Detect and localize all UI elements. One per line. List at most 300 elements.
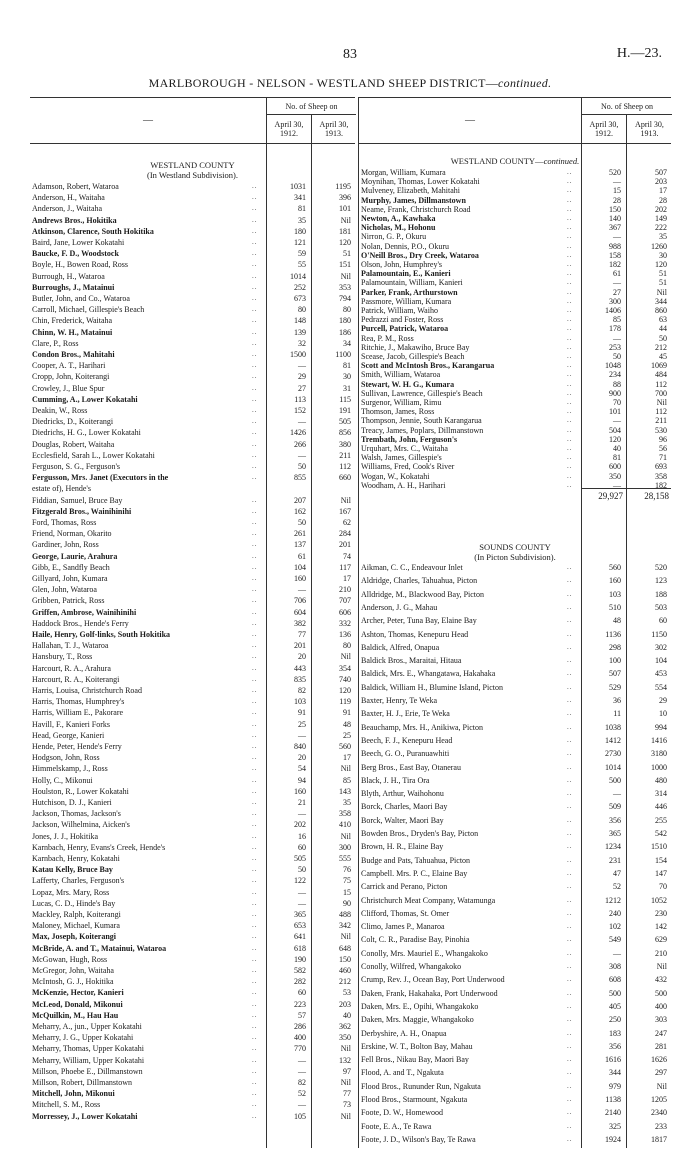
table-row — [30, 462, 355, 471]
leader-dots: .. — [252, 1066, 258, 1075]
leader-dots: .. — [567, 616, 573, 625]
sheep-1913: 1817 — [651, 1134, 667, 1144]
sheep-1912: 59 — [298, 249, 306, 259]
row-name: Cropp, John, Koiterangi — [32, 372, 110, 382]
leader-dots: .. — [252, 775, 258, 784]
row-name: Karnbach, Henry, Kokatahi — [32, 854, 120, 863]
row-name: Scott and McIntosh Bros., Karangarua — [361, 361, 495, 371]
sheep-1912: 1426 — [290, 428, 306, 438]
row-name: Mitchell, S. M., Ross — [32, 1100, 101, 1110]
sheep-1913: 77 — [343, 1089, 351, 1099]
leader-dots: .. — [567, 370, 573, 379]
table-row — [30, 1100, 355, 1109]
sheep-1913: 35 — [343, 798, 351, 807]
sheep-1913: 1100 — [335, 350, 351, 359]
row-name: Douglas, Robert, Waitaha — [32, 439, 115, 449]
sheep-1913: 1510 — [651, 842, 667, 852]
sheep-1912: 183 — [609, 1028, 621, 1038]
table-row — [359, 334, 671, 343]
sheep-1912: 1014 — [605, 762, 621, 772]
row-name: McGregor, John, Waitaha — [32, 966, 114, 975]
table-row — [30, 809, 355, 818]
sheep-1912: 1138 — [605, 1095, 621, 1104]
sheep-1913: 51 — [659, 269, 667, 279]
leader-dots: .. — [252, 1033, 258, 1042]
row-name: Sullivan, Lawrence, Gillespie's Beach — [361, 388, 483, 398]
table-row — [30, 496, 355, 505]
sheep-1912: 325 — [609, 1121, 621, 1131]
row-name: Morgan, William, Kumara — [361, 168, 446, 177]
sheep-1913: 233 — [655, 1121, 667, 1131]
row-name: Williams, Fred, Cook's River — [361, 462, 455, 472]
row-name: Bowden Bros., Dryden's Bay, Picton — [361, 829, 479, 838]
row-name: Harcourt, R. A., Arahura — [32, 663, 111, 673]
leader-dots: .. — [567, 324, 573, 333]
row-name: Campbell. Mrs. P. C., Elaine Bay — [361, 868, 468, 878]
row-name: Stewart, W. H. G., Kumara — [361, 379, 455, 389]
sheep-1912: 350 — [609, 471, 621, 481]
leader-dots: .. — [252, 439, 258, 448]
page-title: MARLBOROUGH - NELSON - WESTLAND SHEEP DISTRICT—continued. — [148, 76, 552, 90]
sheep-1913: 255 — [655, 815, 667, 825]
sheep-1912: 2730 — [605, 749, 621, 759]
table-row — [359, 563, 671, 572]
leader-dots: .. — [252, 674, 258, 683]
sheep-1912: 60 — [298, 988, 306, 998]
leader-dots: .. — [567, 241, 573, 250]
table-row — [359, 398, 671, 407]
sheep-1913: Nil — [656, 287, 667, 297]
row-name: Baldick, Mrs. E., Whangatawa, Hakahaka — [361, 669, 496, 679]
sheep-1912: 50 — [298, 518, 306, 527]
row-name: Gribben, Patrick, Ross — [32, 596, 105, 606]
sheep-1913: 606 — [339, 607, 351, 617]
sheep-1912: 94 — [298, 775, 306, 785]
table-row — [30, 753, 355, 762]
sheep-1912: 1500 — [290, 350, 306, 359]
sheep-1913: 303 — [655, 1015, 667, 1025]
leader-dots: .. — [252, 730, 258, 739]
sheep-1912: 600 — [609, 462, 621, 472]
sheep-1913: 629 — [655, 935, 667, 945]
table-row — [30, 899, 355, 908]
row-name: Lafferty, Charles, Ferguson's — [32, 876, 125, 886]
row-name: Condon Bros., Mahitahi — [32, 350, 115, 359]
row-name: Palamountain, E., Kanieri — [361, 269, 451, 279]
row-name: Mackley, Ralph, Koiterangi — [32, 910, 121, 919]
sheep-1913: 30 — [343, 372, 351, 382]
leader-dots: .. — [252, 518, 258, 526]
leader-dots: .. — [252, 943, 258, 952]
row-name: Chin, Frederick, Waitaha — [32, 316, 113, 326]
row-name: Blyth, Arthur, Waihohonu — [361, 789, 444, 799]
row-name: Lopaz, Mrs. Mary, Ross — [32, 887, 110, 897]
leader-dots: .. — [252, 495, 258, 504]
sheep-1912: 560 — [609, 563, 621, 572]
row-name: Adamson, Robert, Wataroa — [32, 182, 119, 191]
row-name: Holly, C., Mikonui — [32, 775, 93, 785]
leader-dots: .. — [252, 988, 258, 997]
sheep-1912: — — [613, 948, 621, 958]
table-row — [359, 683, 671, 692]
row-name: Havill, F., Kanieri Forks — [32, 719, 111, 729]
row-name: Meharry, J. G., Upper Kokatahi — [32, 1033, 134, 1043]
sheep-1912: 653 — [294, 921, 306, 931]
sheep-1913: 96 — [659, 434, 667, 444]
table-row — [359, 869, 671, 878]
table-row — [359, 196, 671, 205]
leader-dots: .. — [567, 342, 573, 351]
sheep-1913: 480 — [655, 775, 667, 785]
table-row — [359, 389, 671, 398]
leader-dots: .. — [252, 887, 258, 896]
sheep-1912: — — [613, 416, 621, 426]
sheep-1913: 344 — [655, 296, 667, 306]
sheep-1913: Nil — [340, 215, 351, 225]
table-row — [359, 214, 671, 223]
sheep-1913: 70 — [659, 882, 667, 892]
sheep-1912: 1616 — [605, 1055, 621, 1065]
table-row — [30, 1112, 355, 1121]
table-row — [30, 384, 355, 393]
row-name: Aldridge, Charles, Tahuahua, Picton — [361, 576, 478, 586]
col-1913-header: April 30, 1913. — [626, 115, 672, 143]
sheep-1912: 32 — [298, 338, 306, 348]
sheep-1913: 212 — [339, 977, 351, 987]
table-row — [30, 227, 355, 236]
table-row — [30, 1056, 355, 1065]
leader-dots: .. — [567, 168, 573, 176]
sheep-1913: 740 — [339, 674, 351, 684]
leader-dots: .. — [567, 333, 573, 342]
sheep-1913: 56 — [659, 444, 667, 453]
table-row — [30, 977, 355, 986]
sheep-1912: 103 — [294, 697, 306, 707]
leader-dots: .. — [252, 372, 258, 381]
sheep-1913: 15 — [343, 887, 351, 897]
sheep-1913: 112 — [655, 379, 667, 389]
leader-dots: .. — [252, 742, 258, 750]
row-name: Ashton, Thomas, Kenepuru Head — [361, 629, 469, 639]
row-name: Cumming, A., Lower Kokatahi — [32, 394, 138, 404]
leader-dots: .. — [252, 417, 258, 426]
row-name: Meharry, A., jun., Upper Kokatahi — [32, 1022, 142, 1031]
table-row — [359, 297, 671, 306]
leader-dots: .. — [567, 842, 573, 851]
table-row — [30, 764, 355, 773]
sheep-1912: 105 — [294, 1111, 306, 1121]
leader-dots: .. — [567, 471, 573, 480]
leader-dots: .. — [567, 1134, 573, 1143]
sheep-1912: 27 — [613, 287, 621, 297]
table-row — [30, 1011, 355, 1020]
sheep-1913: 203 — [339, 999, 351, 1009]
sheep-1913: 794 — [339, 294, 351, 303]
sheep-1912: 234 — [609, 370, 621, 380]
row-name: Hodgson, John, Ross — [32, 753, 100, 763]
table-row — [359, 709, 671, 718]
leader-dots: .. — [567, 1055, 573, 1064]
sheep-1913: 188 — [655, 589, 667, 599]
left-table — [30, 97, 355, 1148]
row-name: Newton, A., Kawhaka — [361, 214, 436, 223]
table-row — [30, 675, 355, 684]
row-name: Meharry, Thomas, Upper Kokatahi — [32, 1044, 144, 1054]
table-row — [30, 787, 355, 796]
row-name: Foote, E. A., Te Rawa — [361, 1121, 432, 1131]
leader-dots: .. — [252, 1044, 258, 1053]
sheep-1912: 500 — [609, 988, 621, 998]
leader-dots: .. — [567, 269, 573, 278]
leader-dots: .. — [567, 868, 573, 877]
sheep-1912: 1031 — [290, 182, 306, 191]
table-row — [359, 242, 671, 251]
row-name: Daken, Mrs. E., Opihi, Whangakoko — [361, 1001, 479, 1011]
sheep-1913: 1052 — [651, 895, 667, 905]
leader-dots: .. — [252, 204, 258, 213]
leader-dots: .. — [567, 962, 573, 970]
table-row — [30, 776, 355, 785]
sheep-1912: 81 — [613, 453, 621, 463]
leader-dots: .. — [567, 656, 573, 665]
sheep-1912: 365 — [294, 910, 306, 919]
sheep-1912: 1406 — [605, 306, 621, 315]
row-name: Beech, F. J., Kenepuru Head — [361, 735, 453, 745]
leader-dots: .. — [567, 576, 573, 585]
sheep-1913: 117 — [339, 562, 351, 572]
table-row — [359, 669, 671, 678]
sheep-1913: Nil — [340, 495, 351, 505]
table-row — [30, 630, 355, 639]
leader-dots: .. — [252, 999, 258, 1008]
sheep-1913: 400 — [655, 1001, 667, 1011]
sheep-1912: — — [298, 887, 306, 897]
table-row — [30, 339, 355, 348]
leader-dots: .. — [252, 809, 258, 818]
sheep-1912: — — [298, 1055, 306, 1065]
leader-dots: .. — [252, 932, 258, 941]
sheep-1912: 178 — [609, 324, 621, 334]
sheep-1912: 1412 — [605, 735, 621, 745]
sheep-1912: — — [298, 1066, 306, 1076]
row-name: McIntosh, G. J., Hokitika — [32, 977, 114, 987]
row-name: Haile, Henry, Golf-links, South Hokitika — [32, 630, 171, 639]
row-name: Beech, G. O., Puranuawhiti — [361, 749, 450, 759]
leader-dots: .. — [567, 260, 573, 268]
table-row — [359, 1108, 671, 1117]
leader-dots: .. — [252, 977, 258, 986]
sheep-1912: 500 — [609, 775, 621, 785]
row-name: McBride, A. and T., Matainui, Wataroa — [32, 943, 167, 953]
leader-dots: .. — [567, 802, 573, 811]
table-row — [359, 922, 671, 931]
leader-dots: .. — [567, 935, 573, 944]
leader-dots: .. — [252, 596, 258, 605]
leader-dots: .. — [567, 682, 573, 691]
row-name: Pedrazzi and Foster, Ross — [361, 315, 444, 325]
sheep-1913: 73 — [343, 1100, 351, 1110]
row-name: Borck, Walter, Maori Bay — [361, 815, 444, 825]
table-row — [359, 1015, 671, 1024]
sheep-1912: — — [298, 417, 306, 427]
sheep-1913: 507 — [655, 168, 667, 177]
col-1912-header: April 30, 1912. — [581, 115, 626, 143]
sheep-1912: 608 — [609, 975, 621, 985]
table-row — [359, 370, 671, 379]
sheep-1913: 132 — [339, 1055, 351, 1065]
sheep-1912: 505 — [294, 854, 306, 863]
table-row — [359, 444, 671, 453]
sheep-1913: 201 — [339, 540, 351, 550]
sheep-1913: 17 — [659, 186, 667, 196]
leader-dots: .. — [567, 1041, 573, 1050]
sheep-1913: 45 — [659, 352, 667, 361]
sheep-1912: 52 — [298, 1089, 306, 1099]
sheep-1912: 223 — [294, 999, 306, 1009]
sheep-1913: 17 — [343, 753, 351, 763]
section-heading: WESTLAND COUNTY—continued. — [450, 156, 580, 166]
row-name: Burrough, H., Wataroa — [32, 271, 105, 281]
table-row — [359, 802, 671, 811]
sheep-1912: 356 — [609, 1041, 621, 1051]
sheep-1913: 453 — [655, 669, 667, 679]
sheep-1912: 40 — [613, 444, 621, 453]
leader-dots: .. — [567, 815, 573, 824]
row-name: Borck, Charles, Maori Bay — [361, 802, 448, 812]
row-name: George, Laurie, Arahura — [32, 551, 118, 561]
sheep-1913: 202 — [655, 204, 667, 214]
sheep-1913: 143 — [339, 786, 351, 796]
table-row — [30, 406, 355, 415]
sheep-1912: 50 — [298, 865, 306, 875]
row-name: Morressey, J., Lower Kokatahi — [32, 1111, 138, 1121]
leader-dots: .. — [252, 719, 258, 728]
sheep-1912: 29 — [298, 372, 306, 382]
leader-dots: .. — [567, 1068, 573, 1077]
row-name: Burroughs, J., Matainui — [32, 282, 115, 292]
sheep-1912: 253 — [609, 342, 621, 352]
sheep-1912: 55 — [298, 260, 306, 270]
table-row — [359, 251, 671, 260]
sheep-1913: 542 — [655, 829, 667, 838]
row-name: O'Neill Bros., Dry Creek, Wataroa — [361, 250, 479, 260]
row-name: Thomson, James, Ross — [361, 407, 435, 417]
leader-dots: .. — [252, 473, 258, 482]
sheep-1913: 91 — [343, 708, 351, 718]
row-name: Daken, Mrs. Maggie, Whangakoko — [361, 1015, 474, 1025]
leader-dots: .. — [252, 260, 258, 269]
sheep-1913: 63 — [659, 315, 667, 325]
row-name: Glen, John, Wataroa — [32, 585, 97, 595]
leader-dots: .. — [567, 1001, 573, 1010]
table-row — [359, 223, 671, 232]
row-name: Neame, Frank, Christchurch Road — [361, 204, 471, 214]
row-name: Derbyshire, A. H., Onapua — [361, 1028, 447, 1038]
table-row — [359, 909, 671, 918]
leader-dots: .. — [567, 642, 573, 651]
sheep-1912: 160 — [294, 786, 306, 796]
sheep-1913: 104 — [655, 656, 667, 666]
row-name: estate of), Hende's — [32, 484, 91, 494]
row-name: Katau Kelly, Bruce Bay — [32, 865, 113, 875]
sheep-1913: 212 — [655, 342, 667, 352]
sheep-1913: 10 — [659, 709, 667, 719]
table-row — [30, 876, 355, 885]
sheep-1913: Nil — [340, 271, 351, 281]
sheep-1912: 618 — [294, 943, 306, 953]
table-row — [359, 962, 671, 971]
leader-dots: .. — [567, 177, 573, 186]
table-row — [30, 440, 355, 449]
leader-dots: .. — [567, 250, 573, 259]
sheep-1912: 1048 — [605, 361, 621, 371]
leader-dots: .. — [567, 296, 573, 305]
sheep-1913: 648 — [339, 943, 351, 953]
sheep-1913: 85 — [343, 775, 351, 785]
table-row — [30, 686, 355, 695]
leader-dots: .. — [567, 855, 573, 864]
sheep-1912: 1924 — [605, 1134, 621, 1144]
row-name: Palamountain, William, Kanieri — [361, 278, 463, 288]
sheep-1912: 20 — [298, 753, 306, 763]
leader-dots: .. — [567, 1095, 573, 1103]
leader-dots: .. — [252, 249, 258, 258]
table-row — [359, 1082, 671, 1091]
table-row — [30, 843, 355, 852]
sheep-1913: 505 — [339, 417, 351, 427]
sheep-1912: 140 — [609, 214, 621, 223]
row-name: Mitchell, John, Mikonui — [32, 1089, 115, 1099]
sheep-1913: 410 — [339, 820, 351, 830]
sheep-1913: 860 — [655, 306, 667, 315]
sheep-1913: 281 — [655, 1041, 667, 1051]
table-row — [30, 216, 355, 225]
leader-dots: .. — [252, 910, 258, 918]
leader-dots: .. — [567, 1081, 573, 1090]
sheep-1912: 85 — [613, 315, 621, 325]
sheep-1912: 101 — [609, 407, 621, 417]
sheep-1913: 167 — [339, 506, 351, 516]
table-row — [30, 1033, 355, 1042]
table-row — [30, 395, 355, 404]
leader-dots: .. — [567, 696, 573, 704]
sheep-1913: 1000 — [651, 762, 667, 772]
table-row — [30, 574, 355, 583]
sheep-1912: 190 — [294, 954, 306, 964]
row-name: Aikman, C. C., Endeavour Inlet — [361, 563, 463, 572]
leader-dots: .. — [567, 453, 573, 462]
row-name: Baxter, H. J., Erie, Te Weka — [361, 709, 450, 719]
sheep-1912: 47 — [613, 868, 621, 878]
sheep-1913: 182 — [655, 480, 667, 490]
no-of-sheep-header: No. of Sheep on — [581, 98, 672, 115]
row-name: Friend, Norman, Okarito — [32, 529, 112, 539]
leader-dots: .. — [567, 425, 573, 434]
table-row — [30, 328, 355, 337]
sheep-1913: 856 — [339, 428, 351, 438]
row-name: Alldridge, M., Blackwood Bay, Picton — [361, 589, 485, 599]
leader-dots: .. — [567, 735, 573, 744]
table-row — [359, 989, 671, 998]
table-row — [359, 630, 671, 639]
row-name: McKenzie, Hector, Kanieri — [32, 988, 124, 998]
sheep-1913: Nil — [340, 1111, 351, 1121]
sheep-1913: 34 — [343, 338, 351, 348]
table-row — [359, 288, 671, 297]
row-name: Griffen, Ambrose, Wainihinihi — [32, 607, 137, 617]
row-name: Hende, Peter, Hende's Ferry — [32, 742, 122, 751]
row-name: Black, J. H., Tira Ora — [361, 775, 430, 785]
